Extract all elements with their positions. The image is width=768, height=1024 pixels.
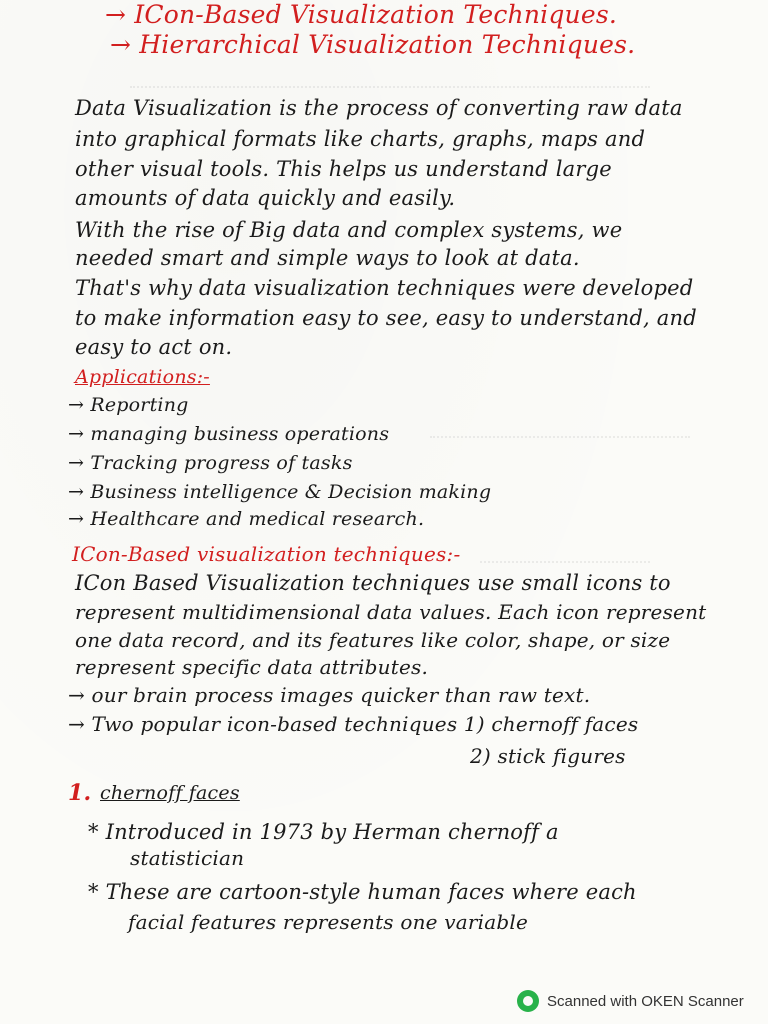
intro-line: needed smart and simple ways to look at data. bbox=[75, 246, 580, 270]
intro-line: amounts of data quickly and easily. bbox=[75, 186, 456, 210]
chernoff-point-continuation: statistician bbox=[130, 846, 245, 870]
chernoff-point-continuation: facial features represents one variable bbox=[128, 910, 528, 934]
application-item: → Business intelligence & Decision making bbox=[68, 481, 492, 503]
chernoff-title: chernoff faces bbox=[100, 782, 240, 804]
icon-based-line: represent specific data attributes. bbox=[75, 655, 429, 679]
intro-line: easy to act on. bbox=[75, 335, 233, 359]
icon-based-second-technique: 2) stick figures bbox=[470, 744, 626, 768]
scanner-logo-icon bbox=[517, 990, 539, 1012]
intro-line: to make information easy to see, easy to understand, and bbox=[75, 306, 697, 330]
bleed-through-mark bbox=[130, 70, 650, 88]
intro-line: Data Visualization is the process of converting raw data bbox=[75, 96, 683, 120]
scanner-watermark bbox=[517, 990, 744, 1012]
intro-line: into graphical formats like charts, graphs, maps and bbox=[75, 127, 646, 151]
application-item: → managing business operations bbox=[68, 423, 390, 445]
icon-based-bullet: → our brain process images quicker than raw text. bbox=[68, 683, 591, 707]
icon-based-line: one data record, and its features like color, shape, or size bbox=[75, 628, 671, 652]
header-line-1: → ICon-Based Visualization Techniques. bbox=[105, 0, 618, 29]
header-line-2: → Hierarchical Visualization Techniques. bbox=[110, 30, 636, 59]
application-item: → Reporting bbox=[68, 394, 189, 416]
section-number: 1. bbox=[68, 780, 92, 806]
application-item: → Healthcare and medical research. bbox=[68, 508, 425, 530]
scanner-text: Scanned with OKEN Scanner bbox=[547, 992, 744, 1010]
bleed-through-mark bbox=[480, 545, 650, 563]
icon-based-bullet: → Two popular icon-based techniques 1) chernoff faces bbox=[68, 712, 639, 736]
icon-based-line: represent multidimensional data values. Each icon represent bbox=[75, 600, 707, 624]
chernoff-point: * These are cartoon-style human faces where each bbox=[88, 880, 637, 904]
intro-line: other visual tools. This helps us understand large bbox=[75, 157, 612, 181]
intro-line: With the rise of Big data and complex systems, we bbox=[75, 218, 623, 242]
bleed-through-mark bbox=[430, 420, 690, 438]
intro-line: That's why data visualization techniques were developed bbox=[75, 276, 694, 300]
icon-based-heading: ICon-Based visualization techniques:- bbox=[72, 542, 461, 566]
applications-heading: Applications:- bbox=[75, 366, 210, 388]
chernoff-point: * Introduced in 1973 by Herman chernoff a bbox=[88, 820, 559, 844]
icon-based-line: ICon Based Visualization techniques use small icons to bbox=[75, 571, 671, 595]
application-item: → Tracking progress of tasks bbox=[68, 452, 353, 474]
